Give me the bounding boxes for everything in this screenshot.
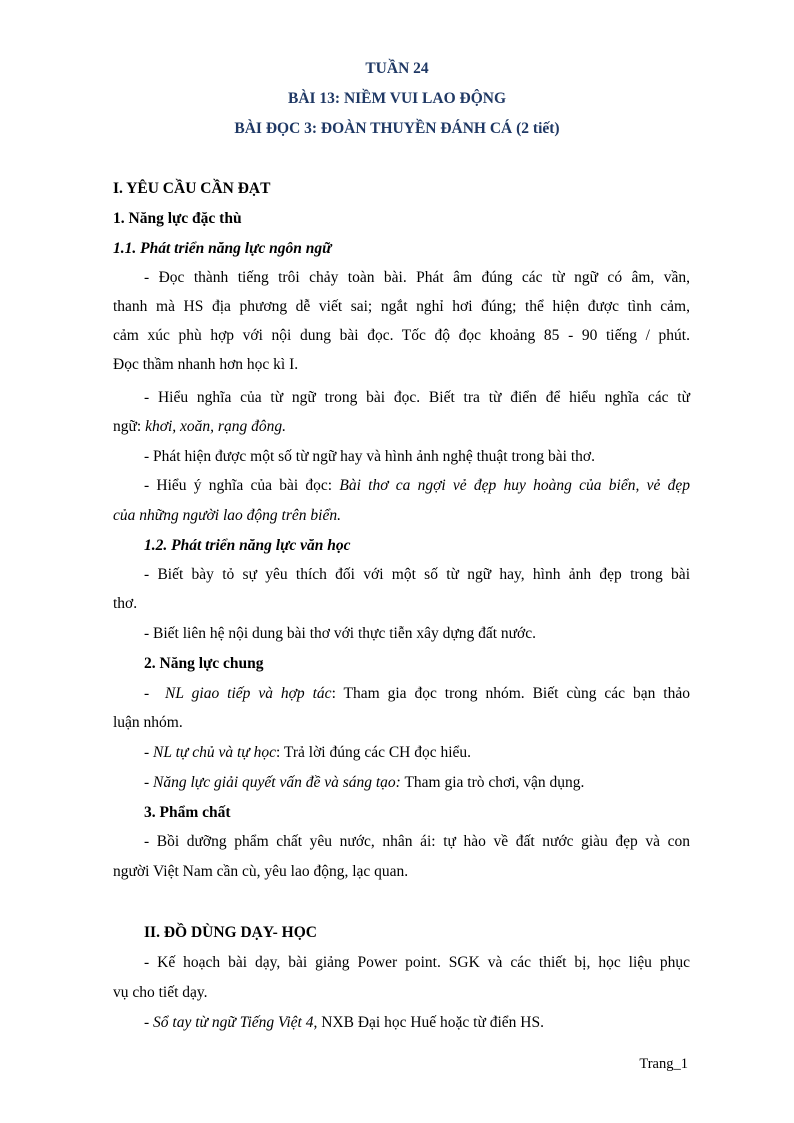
book-title: Sổ tay từ ngữ Tiếng Việt 4 xyxy=(153,1014,314,1031)
competence-name: - Năng lực giải quyết vấn đề và sáng tạo: xyxy=(144,774,401,791)
paragraph-line: - Biết bày tỏ sự yêu thích đối với một số từ ngữ hay, hình ảnh đẹp trong bài xyxy=(144,566,690,583)
paragraph-line xyxy=(144,1015,544,1031)
competence-name: NL tự chủ và tự học xyxy=(153,744,277,761)
text-run: - xyxy=(144,685,166,702)
vocabulary-words: khơi, xoăn, rạng đông. xyxy=(145,418,286,435)
paragraph-line: của những người lao động trên biển. xyxy=(113,507,341,524)
text-run: - xyxy=(144,744,154,761)
paragraph-line: thanh mà HS địa phương dễ viết sai; ngắt nghỉ hơi đúng; thể hiện được tình cảm, xyxy=(113,298,690,315)
paragraph-line: Đọc thầm nhanh hơn học kì I. xyxy=(113,356,299,373)
paragraph-line xyxy=(113,419,286,435)
paragraph-line: - Biết liên hệ nội dung bài thơ với thực tiễn xây dựng đất nước. xyxy=(144,625,537,642)
paragraph-line xyxy=(144,745,471,761)
paragraph-line: - Phát hiện được một số từ ngữ hay và hình ảnh nghệ thuật trong bài thơ. xyxy=(144,448,595,465)
paragraph-line: - Kế hoạch bài dạy, bài giảng Power point. SGK và các thiết bị, học liệu phục xyxy=(144,954,690,971)
reading-title: BÀI ĐỌC 3: ĐOÀN THUYỀN ĐÁNH CÁ (2 tiết) xyxy=(234,120,560,137)
section-heading-requirements: I. YÊU CẦU CẦN ĐẠT xyxy=(113,180,271,197)
text-run: ngữ: xyxy=(113,418,146,435)
page-number: Trang_1 xyxy=(639,1056,688,1072)
text-run: : Trả lời đúng các CH đọc hiểu. xyxy=(276,744,472,761)
lesson-meaning: Bài thơ ca ngợi vẻ đẹp huy hoàng của biển, vẻ đẹp xyxy=(339,477,690,494)
paragraph-line xyxy=(144,686,690,702)
subheading-literary-competence: 1.2. Phát triển năng lực văn học xyxy=(144,537,351,554)
subheading-language-competence: 1.1. Phát triển năng lực ngôn ngữ xyxy=(113,240,332,257)
paragraph-line xyxy=(144,775,584,791)
subheading-qualities: 3. Phẩm chất xyxy=(144,804,231,821)
subheading-specific-competence: 1. Năng lực đặc thù xyxy=(113,210,242,227)
text-run: : Tham gia đọc trong nhóm. Biết cùng các bạn thảo xyxy=(331,685,690,702)
paragraph-line: thơ. xyxy=(113,595,138,612)
paragraph-line: - Bồi dưỡng phẩm chất yêu nước, nhân ái: tự hào về đất nước giàu đẹp và con xyxy=(144,833,690,850)
paragraph-line: - Đọc thành tiếng trôi chảy toàn bài. Phát âm đúng các từ ngữ có âm, vần, xyxy=(144,269,690,286)
section-heading-materials: II. ĐỒ DÙNG DẠY- HỌC xyxy=(144,924,317,941)
lesson-title: BÀI 13: NIỀM VUI LAO ĐỘNG xyxy=(287,90,507,107)
text-run: - xyxy=(144,1014,154,1031)
text-run: - Hiểu ý nghĩa của bài đọc: xyxy=(144,477,340,494)
week-title: TUẦN 24 xyxy=(365,60,429,77)
paragraph-line: - Hiểu nghĩa của từ ngữ trong bài đọc. Biết tra từ điển để hiểu nghĩa các từ xyxy=(144,389,690,406)
paragraph-line: vụ cho tiết dạy. xyxy=(113,984,208,1001)
paragraph-line: cảm xúc phù hợp với nội dung bài đọc. Tốc độ đọc khoảng 85 - 90 tiếng / phút. xyxy=(113,327,690,344)
text-run: , NXB Đại học Huế hoặc từ điển HS. xyxy=(313,1014,544,1031)
text-run: Tham gia trò chơi, vận dụng. xyxy=(400,774,585,791)
paragraph-line: người Việt Nam cần cù, yêu lao động, lạc quan. xyxy=(113,863,409,880)
subheading-general-competence: 2. Năng lực chung xyxy=(144,655,264,672)
paragraph-line: luận nhóm. xyxy=(113,714,183,731)
competence-name: NL giao tiếp và hợp tác xyxy=(165,685,332,702)
paragraph-line xyxy=(144,478,690,494)
